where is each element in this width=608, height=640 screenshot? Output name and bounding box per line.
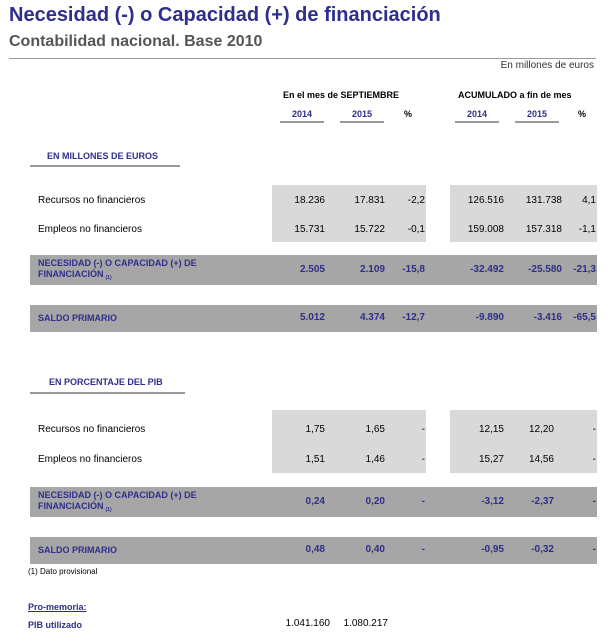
pib-saldo-m2015: 0,40 bbox=[365, 544, 385, 555]
euros-necesidad-label-line2-wrap bbox=[38, 269, 268, 282]
header-month-group: En el mes de SEPTIEMBRE bbox=[283, 90, 400, 100]
pib-recursos-m2014: 1,75 bbox=[305, 424, 325, 435]
footnote-provisional: (1) Dato provisional bbox=[28, 567, 98, 576]
page-title: Necesidad (-) o Capacidad (+) de financiación bbox=[9, 4, 441, 26]
pib-empleos-m2014: 1,51 bbox=[305, 454, 325, 465]
pib-necesidad-apct: - bbox=[592, 496, 596, 507]
euros-saldo-apct: -65,5 bbox=[573, 312, 596, 323]
euros-necesidad-label bbox=[38, 258, 268, 282]
header-underline bbox=[455, 121, 499, 123]
euros-recursos-a2014: 126.516 bbox=[467, 195, 504, 206]
pib-recursos-m2015: 1,65 bbox=[365, 424, 385, 435]
pib-empleos-a2014: 15,27 bbox=[478, 454, 504, 465]
header-month-2014 bbox=[280, 109, 324, 119]
header-accumulated-group: ACUMULADO a fin de mes bbox=[458, 90, 572, 100]
euros-necesidad-mpct: -15,8 bbox=[402, 264, 425, 275]
euros-empleos-a2015: 157.318 bbox=[525, 224, 562, 235]
euros-empleos-m2015: 15.722 bbox=[354, 224, 385, 235]
pib-necesidad-m2014: 0,24 bbox=[305, 496, 325, 507]
euros-recursos-a2015: 131.738 bbox=[525, 195, 562, 206]
header-underline bbox=[340, 121, 384, 123]
units-note: En millones de euros bbox=[500, 60, 594, 71]
pib-recursos-a2015: 12,20 bbox=[528, 424, 554, 435]
euros-necesidad-note-ref: (1) bbox=[105, 275, 112, 281]
euros-saldo-label: SALDO PRIMARIO bbox=[38, 313, 118, 323]
header-acc-2014 bbox=[455, 109, 499, 119]
euros-necesidad-m2014: 2.505 bbox=[299, 264, 325, 275]
pib-saldo-label: SALDO PRIMARIO bbox=[38, 545, 118, 555]
pib-saldo-a2014: -0,95 bbox=[481, 544, 504, 555]
euros-saldo-mpct: -12,7 bbox=[402, 312, 425, 323]
euros-saldo-a2015: -3.416 bbox=[533, 312, 562, 323]
pib-shade-gap bbox=[426, 410, 450, 473]
section-euros-rule bbox=[30, 165, 180, 167]
header-acc-pct: % bbox=[577, 109, 586, 119]
euros-empleos-label: Empleos no financieros bbox=[38, 224, 142, 235]
euros-recursos-mpct: -2,2 bbox=[407, 195, 425, 206]
euros-empleos-m2014: 15.731 bbox=[294, 224, 325, 235]
pib-saldo-mpct: - bbox=[421, 544, 425, 555]
euros-saldo-m2015: 4.374 bbox=[359, 312, 385, 323]
pib-recursos-apct: - bbox=[592, 424, 596, 435]
section-pib-label: EN PORCENTAJE DEL PIB bbox=[49, 377, 163, 387]
memo-pib-label: PIB utilizado bbox=[28, 620, 82, 630]
euros-necesidad-apct: -21,3 bbox=[573, 264, 596, 275]
header-month-pct: % bbox=[403, 109, 412, 119]
pib-saldo-a2015: -0,32 bbox=[531, 544, 554, 555]
euros-necesidad-m2015: 2.109 bbox=[359, 264, 385, 275]
euros-necesidad-label-line1: NECESIDAD (-) O CAPACIDAD (+) DE bbox=[38, 258, 197, 268]
euros-saldo-m2014: 5.012 bbox=[299, 312, 325, 323]
pib-empleos-a2015: 14,56 bbox=[528, 454, 554, 465]
header-month-2015 bbox=[340, 109, 384, 119]
header-underline bbox=[515, 121, 559, 123]
euros-recursos-m2014: 18.236 bbox=[294, 195, 325, 206]
pib-saldo-m2014: 0,48 bbox=[305, 544, 325, 555]
header-acc-2015-label: 2015 bbox=[526, 109, 548, 119]
pib-necesidad-label bbox=[38, 490, 268, 514]
pib-recursos-label: Recursos no financieros bbox=[38, 424, 146, 435]
pib-necesidad-note-ref: (1) bbox=[105, 507, 112, 513]
euros-necesidad-a2015: -25.580 bbox=[528, 264, 562, 275]
euros-empleos-apct: -1,1 bbox=[578, 224, 596, 235]
memo-pib-2015: 1.080.217 bbox=[343, 618, 388, 629]
pib-necesidad-a2014: -3,12 bbox=[481, 496, 504, 507]
euros-empleos-a2014: 159.008 bbox=[467, 224, 504, 235]
section-pib-rule bbox=[30, 392, 185, 394]
euros-recursos-label: Recursos no financieros bbox=[38, 195, 146, 206]
header-month-2015-label: 2015 bbox=[351, 109, 373, 119]
pib-empleos-mpct: - bbox=[421, 454, 425, 465]
memo-pib-2014: 1.041.160 bbox=[285, 618, 330, 629]
euros-necesidad-label-line2: FINANCIACIÓN bbox=[38, 269, 104, 279]
page-subtitle: Contabilidad nacional. Base 2010 bbox=[9, 33, 263, 50]
pib-necesidad-label-line2-wrap bbox=[38, 501, 268, 514]
header-acc-2014-label: 2014 bbox=[466, 109, 488, 119]
pib-empleos-label: Empleos no financieros bbox=[38, 454, 142, 465]
memo-title: Pro-memoria: bbox=[28, 602, 87, 612]
euros-recursos-apct: 4,1 bbox=[582, 195, 596, 206]
pib-saldo-apct: - bbox=[592, 544, 596, 555]
pib-recursos-a2014: 12,15 bbox=[478, 424, 504, 435]
pib-necesidad-label-line1: NECESIDAD (-) O CAPACIDAD (+) DE bbox=[38, 490, 197, 500]
euros-empleos-mpct: -0,1 bbox=[407, 224, 425, 235]
header-month-2014-label: 2014 bbox=[291, 109, 313, 119]
euros-shade-gap bbox=[426, 185, 450, 242]
header-underline bbox=[280, 121, 324, 123]
pib-empleos-apct: - bbox=[592, 454, 596, 465]
pib-empleos-m2015: 1,46 bbox=[365, 454, 385, 465]
pib-recursos-mpct: - bbox=[421, 424, 425, 435]
pib-necesidad-mpct: - bbox=[421, 496, 425, 507]
header-acc-2015 bbox=[515, 109, 559, 119]
section-euros-label: EN MILLONES DE EUROS bbox=[47, 151, 159, 161]
pib-necesidad-m2015: 0,20 bbox=[365, 496, 385, 507]
pib-necesidad-label-line2: FINANCIACIÓN bbox=[38, 501, 104, 511]
euros-recursos-m2015: 17.831 bbox=[354, 195, 385, 206]
title-divider bbox=[9, 58, 596, 59]
euros-necesidad-a2014: -32.492 bbox=[470, 264, 504, 275]
euros-saldo-a2014: -9.890 bbox=[475, 312, 504, 323]
pib-necesidad-a2015: -2,37 bbox=[531, 496, 554, 507]
